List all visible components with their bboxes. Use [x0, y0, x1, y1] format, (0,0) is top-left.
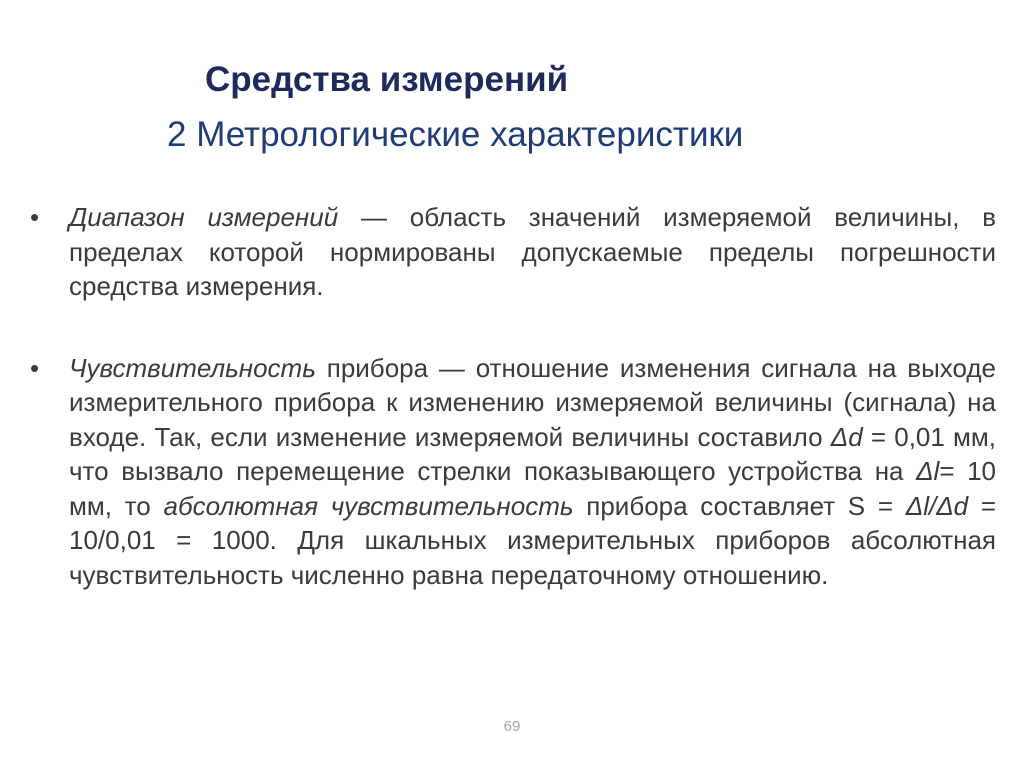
- sensitivity-text-part: прибора — отношение изменения сигнала на выходе измерительного прибора к изменению измеряемой величины (сигнала) на входе. Так, если изменение измеряемой величины составило: [69, 352, 996, 452]
- symbol-delta-l: Δl: [916, 456, 940, 486]
- formula-delta-l-over-delta-d: Δl/Δd: [905, 490, 969, 521]
- bullet-sensitivity: [30, 351, 996, 593]
- symbol-delta-d: Δd: [830, 421, 863, 452]
- bullet-dot-icon: •: [30, 352, 40, 383]
- slide-subtitle: 2 Метрологические характеристики: [167, 115, 744, 154]
- slide-title: Средства измерений: [205, 60, 569, 99]
- bullet-dot-icon: •: [30, 202, 40, 232]
- page-number: 69: [503, 718, 521, 735]
- sensitivity-text-part: = 10/0,01 = 1000. Для шкальных измерительных приборов абсолютная чувствительность численно равна передаточному отношению.: [69, 490, 997, 590]
- sensitivity-text-part: = 10 мм, то: [69, 456, 996, 521]
- sensitivity-text-part: = 0,01 мм, что вызвало перемещение стрелки показывающего устройства на: [69, 421, 996, 486]
- term-absolute-sensitivity: абсолютная чувствительность: [163, 490, 574, 521]
- bullet-list: [30, 200, 996, 592]
- term-measurement-range: Диапазон измерений: [69, 202, 339, 232]
- bullet-measurement-range: [30, 200, 996, 304]
- sensitivity-text-part: прибора составляет S =: [573, 490, 906, 521]
- definition-measurement-range: — область значений измеряемой величины, в пределах которой нормированы допускаемые пределы погрешности средства измерения.: [69, 202, 997, 301]
- term-sensitivity: Чувствительность: [69, 352, 316, 383]
